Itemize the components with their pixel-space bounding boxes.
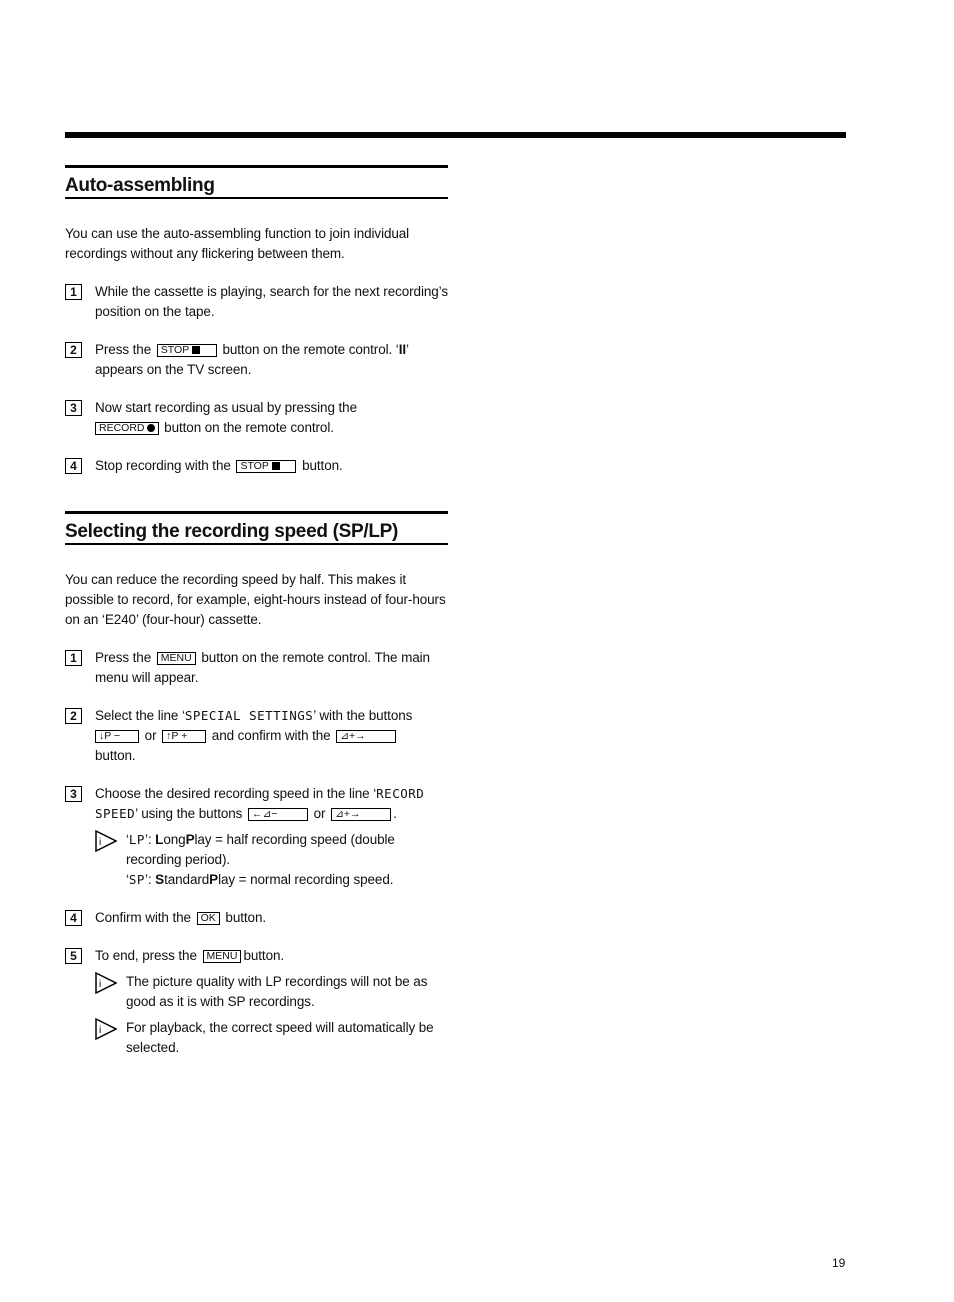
- section-recording-speed: [65, 511, 448, 1058]
- step-text: button.: [225, 910, 267, 925]
- step-1: [65, 648, 448, 688]
- step-text: Choose the desired recording speed in the line ‘: [95, 786, 377, 801]
- section-header: [65, 165, 448, 199]
- stop-key: [157, 344, 217, 357]
- right-key: ⊿+→: [331, 808, 391, 821]
- step-text: .: [393, 806, 397, 821]
- step-4: [65, 908, 448, 928]
- ok-key: OK: [197, 912, 220, 925]
- step-number: 1: [65, 650, 82, 666]
- stop-key: [236, 460, 296, 473]
- menu-key: MENU: [203, 950, 242, 963]
- menu-line-name: RECORD SPEED: [95, 786, 425, 821]
- step-number: 2: [65, 342, 82, 358]
- intro-text: You can reduce the recording speed by half. This makes it possible to record, for example, eight-hours instead of four-hours on an ‘E240’ (four-hour) cassette.: [65, 572, 446, 627]
- bold-letter: P: [209, 872, 219, 887]
- step-text: Select the line ‘: [95, 708, 185, 723]
- step-number: 2: [65, 708, 82, 724]
- svg-text:i: i: [99, 837, 102, 848]
- step-text: ’ using the buttons: [135, 806, 243, 821]
- svg-text:i: i: [99, 979, 102, 990]
- info-icon: [95, 830, 117, 852]
- step-text: While the cassette is playing, search for the next recording’s position on the tape.: [95, 284, 448, 319]
- step-number: 3: [65, 400, 82, 416]
- step-text: Press the: [95, 650, 152, 665]
- note-text: lay = half recording speed (double recording period).: [126, 832, 395, 867]
- step-number: 4: [65, 910, 82, 926]
- step-3: [65, 784, 448, 890]
- note-text: For playback, the correct speed will automatically be selected.: [126, 1020, 434, 1055]
- section-auto-assembling: [65, 165, 448, 476]
- info-icon: [95, 1018, 117, 1040]
- step-number: 1: [65, 284, 82, 300]
- info-icon: [95, 972, 117, 994]
- speed-code: LP: [128, 832, 145, 847]
- menu-line-name: SPECIAL SETTINGS: [184, 708, 314, 723]
- key-label: STOP: [240, 460, 269, 472]
- step-number: 3: [65, 786, 82, 802]
- step-text: button.: [302, 458, 343, 473]
- bold-letter: L: [155, 832, 164, 847]
- program-up-key: ↑P +: [162, 730, 206, 743]
- step-text: Now start recording as usual by pressing the: [95, 400, 357, 415]
- speed-code: SP: [128, 872, 145, 887]
- right-key: ⊿+→: [336, 730, 396, 743]
- step-text: Press the: [95, 342, 152, 357]
- step-text: and confirm with the: [211, 728, 331, 743]
- menu-key: MENU: [157, 652, 196, 665]
- note-text: tandard: [164, 872, 210, 887]
- info-note: i ‘LP’: LongPlay = half recording speed (double recording period). ‘SP’: StandardPlay = normal recording speed.: [95, 830, 448, 890]
- step-text: button on the remote control. The main menu will appear.: [95, 650, 430, 685]
- step-3: [65, 398, 448, 438]
- step-number: 5: [65, 948, 82, 964]
- step-text: button on the remote control.: [164, 420, 334, 435]
- record-dot-icon: [147, 424, 155, 432]
- section-title: Auto-assembling: [65, 175, 215, 196]
- intro-text: You can use the auto-assembling function to join individual recordings without any flickering between them.: [65, 226, 410, 261]
- note-text: The picture quality with LP recordings will not be as good as it is with SP recordings.: [126, 974, 428, 1009]
- step-text: or: [313, 806, 326, 821]
- step-2: [65, 340, 448, 380]
- step-number: 4: [65, 458, 82, 474]
- record-key: [95, 422, 159, 435]
- step-1: [65, 282, 448, 322]
- note-text: lay = normal recording speed.: [218, 872, 394, 887]
- step-text: ’ appears on the TV screen.: [95, 342, 409, 377]
- step-text: Stop recording with the: [95, 458, 231, 473]
- step-4: [65, 456, 448, 476]
- info-note: [95, 972, 448, 1012]
- stop-square-icon: [272, 462, 280, 470]
- step-text: Confirm with the: [95, 910, 191, 925]
- step-5: [65, 946, 448, 1058]
- step-text: ’ with the buttons: [313, 708, 413, 723]
- step-text: or: [144, 728, 157, 743]
- step-text: button.: [95, 748, 136, 763]
- step-text: To end, press the: [95, 948, 197, 963]
- page-number: 19: [832, 1256, 846, 1270]
- section-title: Selecting the recording speed (SP/LP): [65, 521, 399, 542]
- bold-letter: S: [155, 872, 165, 887]
- stop-square-icon: [192, 346, 200, 354]
- info-note: [95, 1018, 448, 1058]
- key-label: RECORD: [99, 422, 145, 434]
- pause-symbol: II: [398, 342, 407, 357]
- note-text: ong: [163, 832, 186, 847]
- key-label: STOP: [160, 344, 190, 356]
- step-text: button on the remote control. ‘: [222, 342, 399, 357]
- program-down-key: ↓P −: [95, 730, 139, 743]
- svg-text:i: i: [99, 1025, 102, 1036]
- top-rule: [65, 132, 846, 138]
- bold-letter: P: [185, 832, 195, 847]
- left-key: ←⊿−: [248, 808, 308, 821]
- section-header: [65, 511, 448, 545]
- step-text: button.: [243, 948, 285, 963]
- step-2: [65, 706, 448, 766]
